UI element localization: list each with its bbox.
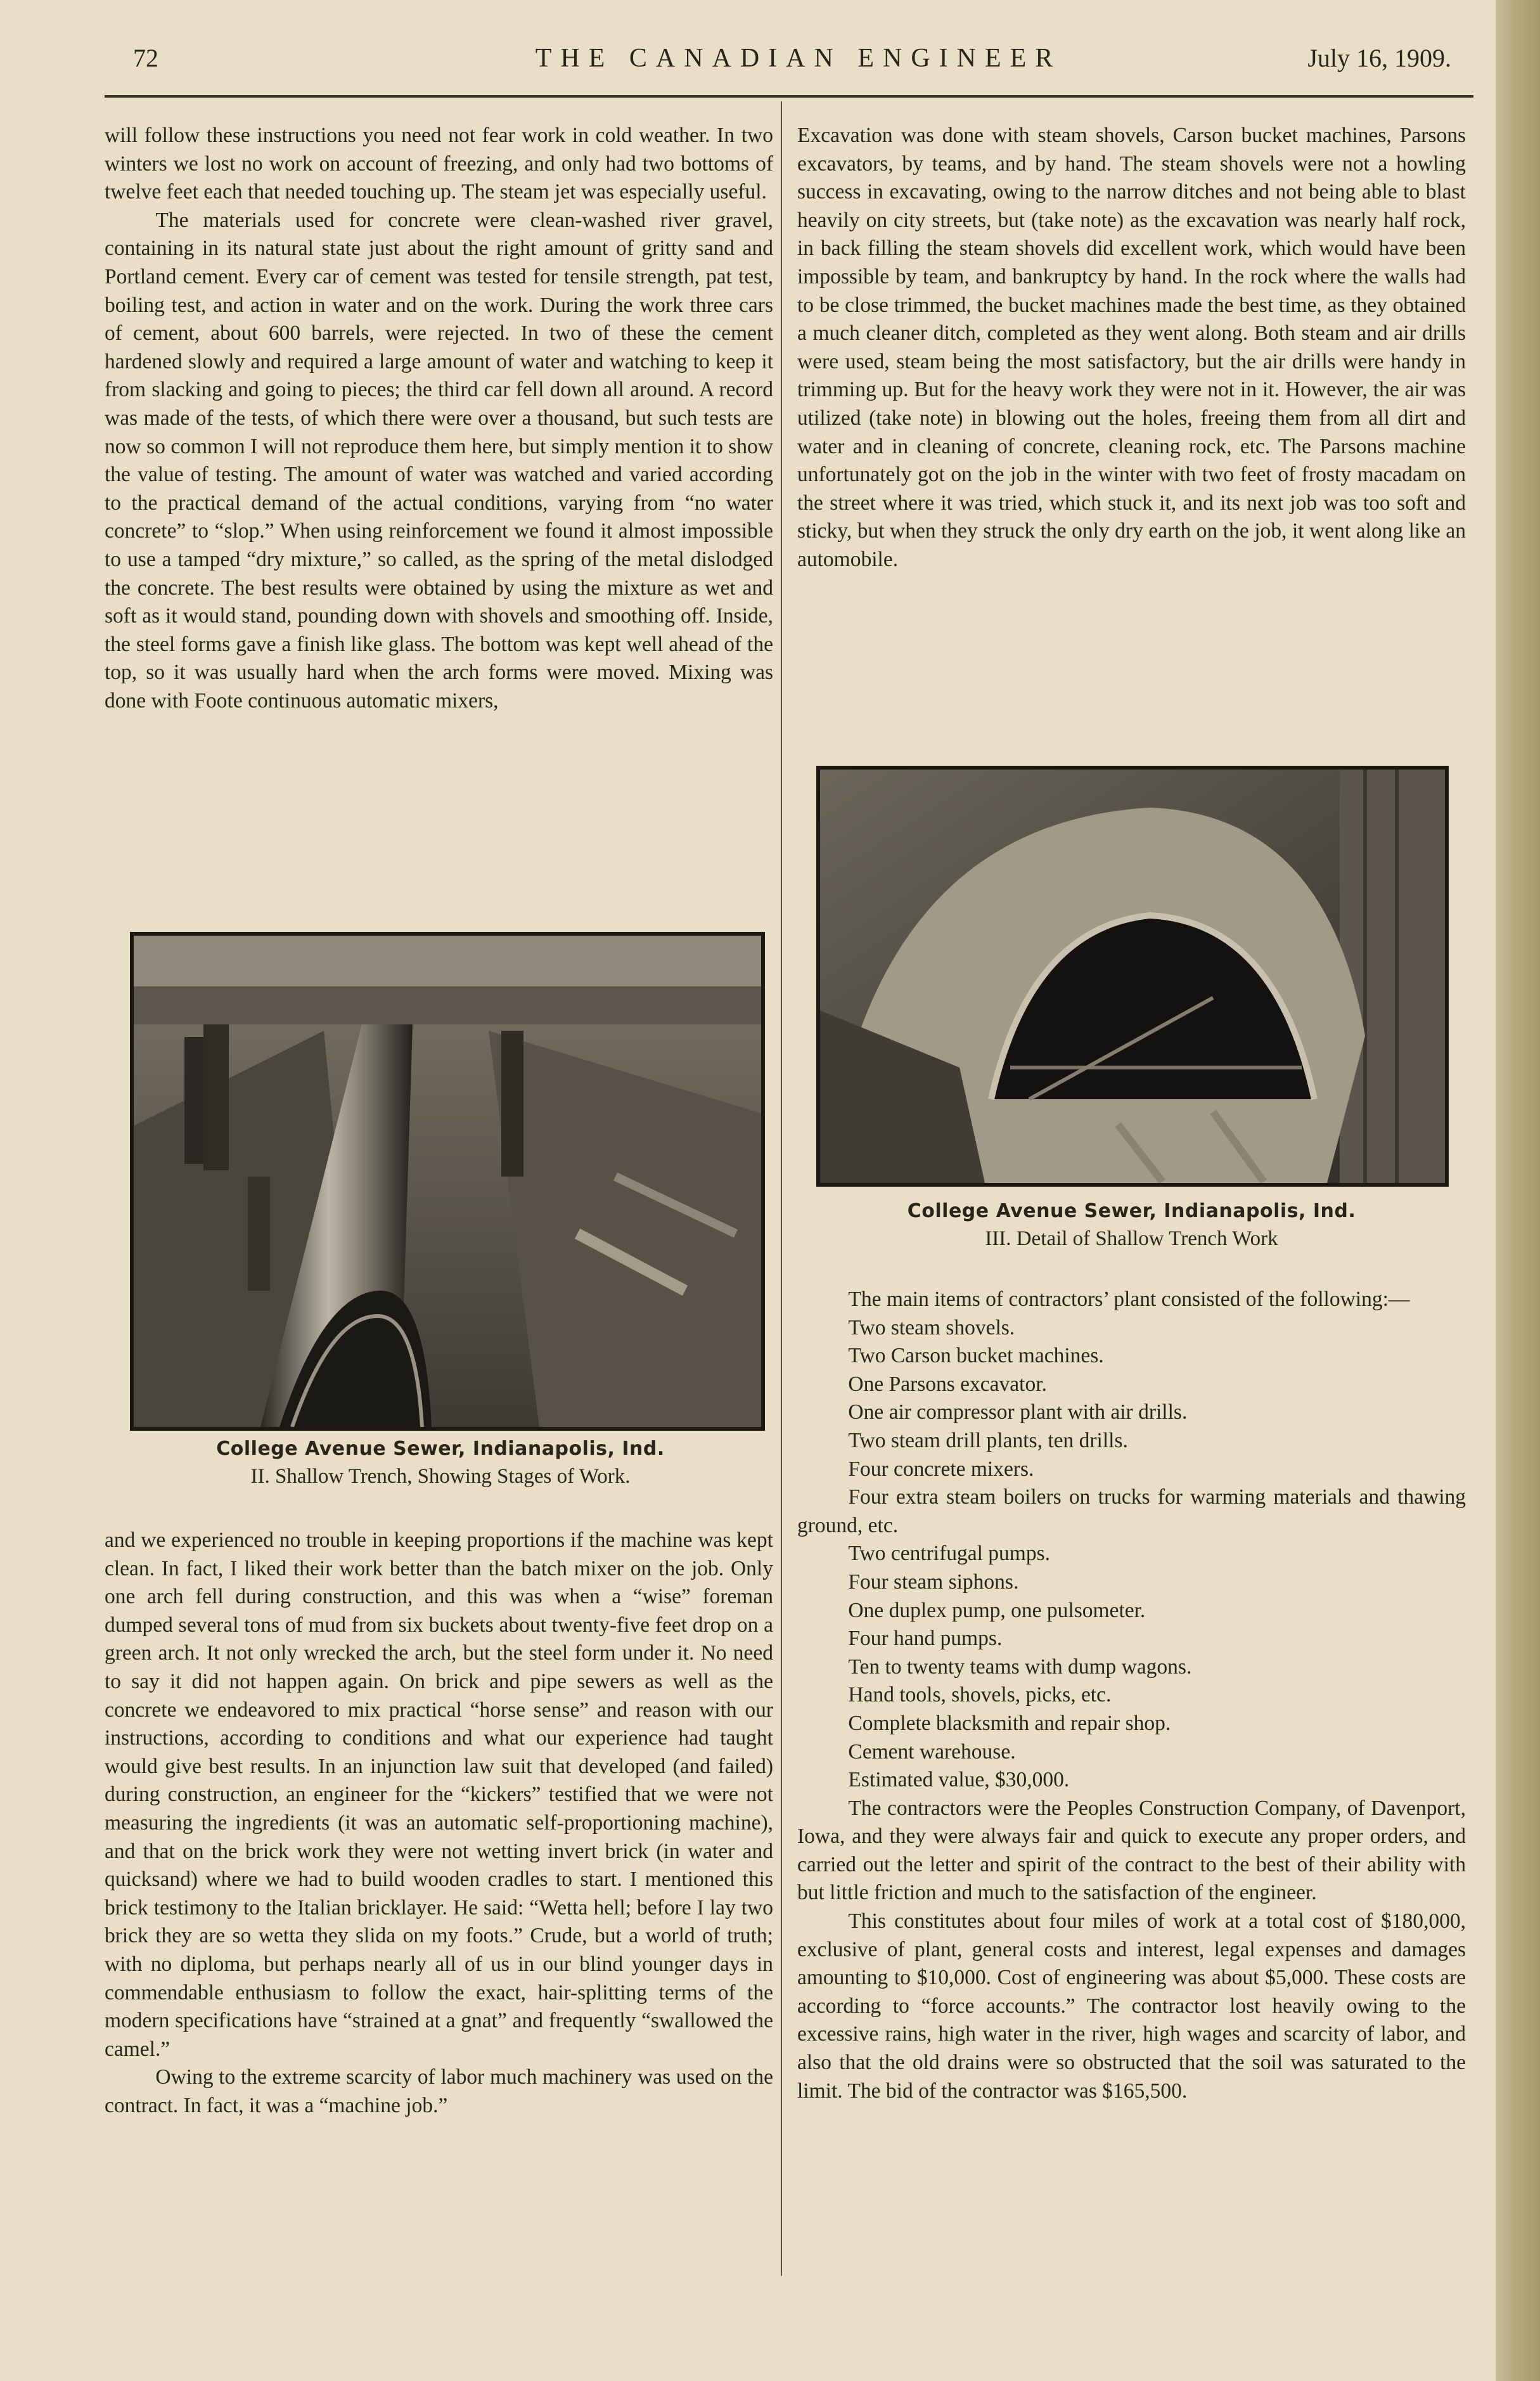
list-item: Two steam shovels. xyxy=(848,1315,1015,1339)
left-column-top xyxy=(105,122,773,715)
paragraph: This constitutes about four miles of work at a total cost of $180,000, exclusive of plant, general costs and interest, legal expenses and damages amounting to $10,000. Cost of engineering was about $5,000. These costs are according to “force accounts.” The contractor lost heavily owing to the excessive rains, high water in the river, high wages and scarcity of labor, and also that the old drains were so obstructed that the soil was saturated to the limit. The bid of the contractor was $165,500. xyxy=(797,1909,1466,2103)
header-rule xyxy=(105,95,1473,98)
left-column-bottom xyxy=(105,1526,773,2120)
figure-caption-iii xyxy=(797,1200,1466,1251)
figure-caption-ii xyxy=(105,1438,776,1488)
list-item: Four hand pumps. xyxy=(848,1627,1003,1651)
list-item: Cement warehouse. xyxy=(848,1739,1016,1764)
paragraph: The materials used for concrete were clean-washed river gravel, containing in its natural state just about the right amount of gritty sand and Portland cement. Every car of cement was tested for tensile strength, pat test, boiling test, and action in water and on the work. During the work three cars of cement, about 600 barrels, were rejected. In two of these the cement hardened slowly and required a large amount of water and watching to keep it from slacking and going to pieces; the third car fell down all around. A record was made of the tests, of which there were over a thousand, but such tests are now so common I will not reproduce them here, but simply mention it to show the value of testing. The amount of water was watched and varied according to the practical demand of the actual conditions, varying from “no water concrete” to “slop.” When using reinforcement we found it almost impossible to use a tamped “dry mixture,” so called, as the spring of the metal dislodged the concrete. The best results were obtained by using the mixture as wet and soft as it would stand, pounding down with shovels and smoothing off. Inside, the steel forms gave a finish like glass. The bottom was kept well ahead of the top, so it was usually hard when the arch forms were moved. Mixing was done with Foote continuous automatic mixers, xyxy=(105,208,773,713)
caption-title: College Avenue Sewer, Indianapolis, Ind. xyxy=(907,1200,1356,1222)
list-item: Four steam siphons. xyxy=(848,1570,1019,1594)
list-item: Hand tools, shovels, picks, etc. xyxy=(848,1683,1112,1707)
paragraph: The contractors were the Peoples Construction Company, of Davenport, Iowa, and they were always fair and quick to execute any proper orders, and carried out the letter and spirit of the contract to the best of their ability with but little friction and much to the satisfaction of the engineer. xyxy=(797,1796,1466,1905)
list-item: Estimated value, $30,000. xyxy=(848,1768,1070,1792)
list-item: Two Carson bucket machines. xyxy=(848,1344,1104,1368)
photo-trench-detail xyxy=(816,766,1449,1187)
list-item: Two centrifugal pumps. xyxy=(848,1542,1051,1566)
paragraph: Excavation was done with steam shovels, Carson bucket machines, Parsons excavators, by teams, and by hand. The steam shovels were not a howling success in excavating, owing to the narrow ditches and not being able to blast heavily on city streets, but (take note) as the excavation was nearly half rock, in back filling the steam shovels did excellent work, which would have been impossible by team, and bankruptcy by hand. In the rock where the walls had to be close trimmed, the bucket machines made the best time, as they obtained a much cleaner ditch, completed as they went along. Both steam and air drills were used, steam being the most satisfactory, but the air drills were handy in trimming up. But for the heavy work they were not in it. However, the air was utilized (take note) in blowing out the holes, freeing them from all dirt and water and in cleaning of concrete, cleaning rock, etc. The Parsons machine unfortunately got on the job in the winter with two feet of frosty macadam on the street where it was tried, which stuck it, and its next job was too soft and sticky, but when they struck the only dry earth on the job, it went along like an automobile. xyxy=(797,124,1466,571)
page-header xyxy=(133,39,1451,84)
paragraph: will follow these instructions you need not fear work in cold weather. In two winters we lost no work on account of freezing, and only had two bottoms of twelve feet each that needed touching up. The steam jet was especially useful. xyxy=(105,124,773,204)
list-item: Two steam drill plants, ten drills. xyxy=(848,1428,1128,1452)
page-number: 72 xyxy=(133,44,158,72)
caption-subtitle: II. Shallow Trench, Showing Stages of Work. xyxy=(250,1465,631,1488)
list-item: Four extra steam boilers on trucks for warming materials and thawing ground, etc. xyxy=(797,1485,1466,1537)
list-item: One air compressor plant with air drills. xyxy=(848,1400,1188,1424)
plant-list xyxy=(797,1314,1466,1795)
right-column-top xyxy=(797,122,1466,574)
paragraph: Owing to the extreme scarcity of labor much machinery was used on the contract. In fact, it was a “machine job.” xyxy=(105,2065,773,2117)
list-item: Ten to twenty teams with dump wagons. xyxy=(848,1655,1192,1679)
paragraph: and we experienced no trouble in keeping proportions if the machine was kept clean. In fact, I liked their work better than the batch mixer on the job. Only one arch fell during construction, and this was when a “wise” foreman dumped several tons of mud from six buckets about twenty-five feet drop on a green arch. It not only wrecked the arch, but the steel form under it. No need to say it did not happen again. On brick and pipe sewers as well as the concrete we endeavored to mix practical “horse sense” and reason with our instructions, according to conditions and what our experience had taught would give best results. In an injunction law suit that developed (and failed) during construction, an engineer for the “kickers” testified that we were not measuring the ingredients (it was an automatic self-proportioning machine), and that on the brick work they were not wetting invert brick (in water and quicksand) where we had to build wooden cradles to start. I mentioned this brick testimony to the Italian bricklayer. He said: “Wetta hell; before I lay two brick they are so wetta they slida on my foots.” Crude, but a world of truth; with no diploma, but perhaps nearly all of us in our blind younger days in commendable enthusiasm to follow the exact, hair-splitting terms of the modern specifications have “strained at a gnat” and frequently “swallowed the camel.” xyxy=(105,1528,773,2061)
page-edge xyxy=(1496,0,1540,2381)
caption-subtitle: III. Detail of Shallow Trench Work xyxy=(985,1227,1278,1250)
plant-intro: The main items of contractors’ plant consisted of the following:— xyxy=(848,1287,1410,1311)
caption-title: College Avenue Sewer, Indianapolis, Ind. xyxy=(216,1438,665,1460)
issue-date: July 16, 1909. xyxy=(1307,44,1451,72)
list-item: Four concrete mixers. xyxy=(848,1457,1034,1481)
right-column-bottom xyxy=(797,1286,1466,2105)
photo-shallow-trench xyxy=(130,932,765,1431)
column-divider xyxy=(781,101,782,2276)
journal-title: THE CANADIAN ENGINEER xyxy=(535,44,1062,73)
list-item: Complete blacksmith and repair shop. xyxy=(848,1711,1171,1735)
list-item: One duplex pump, one pulsometer. xyxy=(848,1598,1146,1622)
list-item: One Parsons excavator. xyxy=(848,1372,1047,1396)
